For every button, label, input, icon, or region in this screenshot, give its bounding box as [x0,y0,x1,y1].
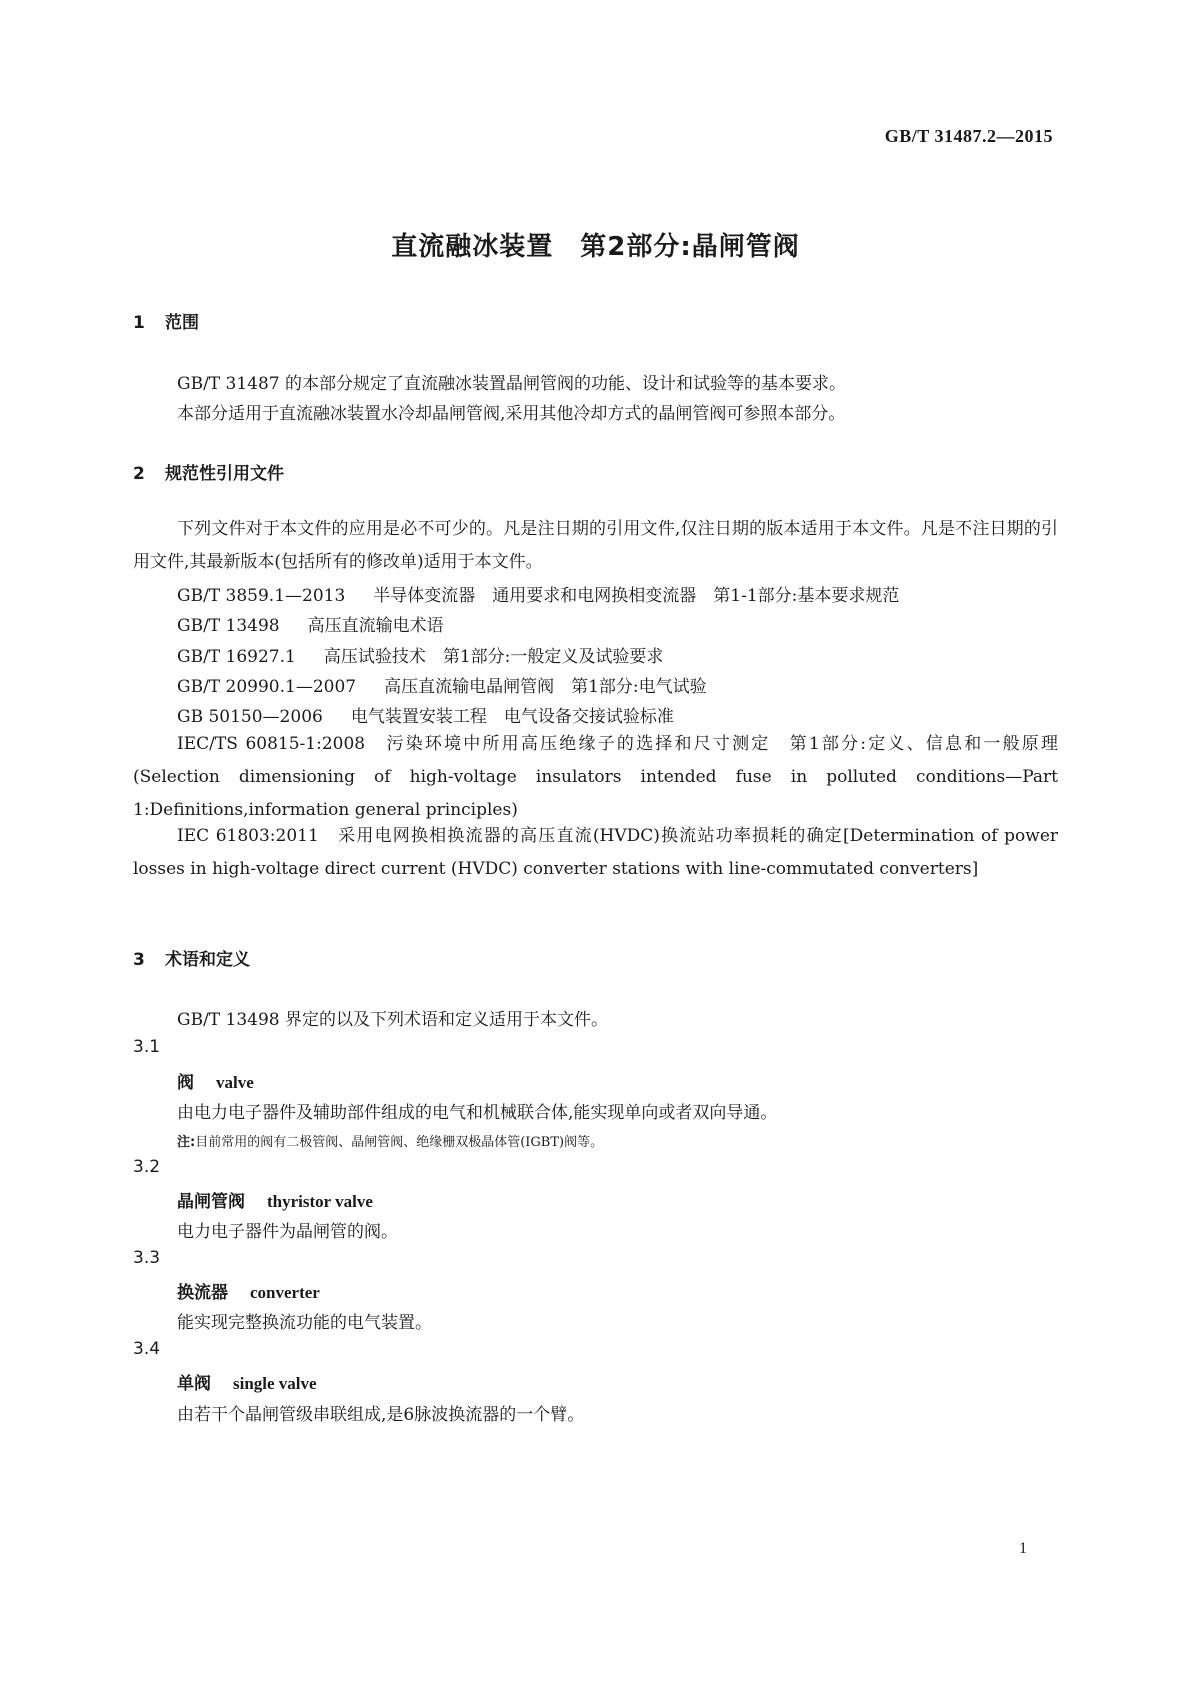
term-note [177,1131,603,1150]
reference-iec-60815: IEC/TS 60815-1:2008 污染环境中所用高压绝缘子的选择和尺寸测定 第1部分:定义、信息和一般原理(Selection dimensioning of high-voltage insulators intended fuse in polluted conditions—Part 1:Definitions,information general principles) [133,734,1058,820]
standard-number: GB/T 31487.2—2015 [884,126,1053,146]
term-definition: 能实现完整换流功能的电气装置。 [177,1313,432,1333]
reference-code: GB 50150—2006 [177,707,323,727]
reference-title: 高压试验技术 第1部分:一般定义及试验要求 [323,647,664,667]
reference-code: GB/T 3859.1—2013 [177,586,346,606]
section-title: 范围 [165,313,199,333]
section-number: 2 [133,464,145,484]
term-definition: 电力电子器件为晶闸管的阀。 [177,1222,398,1242]
section-number: 3 [133,950,145,970]
reference-item [177,611,444,636]
term-number: 3.3 [133,1248,161,1268]
reference-code: GB/T 16927.1 [177,647,296,667]
reference-title: 半导体变流器 通用要求和电网换相变流器 第1-1部分:基本要求规范 [373,586,900,606]
terms-intro: GB/T 13498 界定的以及下列术语和定义适用于本文件。 [177,1010,609,1030]
section-title: 术语和定义 [165,950,250,970]
reference-item [177,581,899,606]
reference-iec-61803: IEC 61803:2011 采用电网换相换流器的高压直流(HVDC)换流站功率损耗的确定[Determination of power losses in high-voltage direct current (HVDC) converter stations with line-commutated converters] [133,826,1058,879]
term-en: single valve [233,1374,317,1393]
term-en: valve [216,1073,254,1092]
term-heading [177,1068,254,1093]
section-1-heading [133,308,199,333]
reference-code: GB/T 20990.1—2007 [177,677,357,697]
term-number: 3.4 [133,1339,161,1359]
reference-title: 高压直流输电术语 [307,616,444,636]
term-cn: 换流器 [177,1283,228,1303]
document-title: 直流融冰装置 第2部分:晶闸管阀 [391,232,800,262]
term-heading [177,1187,373,1212]
section-2-heading [133,459,284,484]
reference-title: 高压直流输电晶闸管阀 第1部分:电气试验 [384,677,707,697]
section-3-heading [133,945,250,970]
page-number: 1 [1019,1540,1027,1557]
term-heading [177,1369,317,1394]
note-label: 注: [177,1135,196,1150]
note-text: 目前常用的阀有二极管阀、晶闸管阀、绝缘栅双极晶体管(IGBT)阀等。 [195,1135,604,1150]
term-cn: 单阀 [177,1374,211,1394]
term-en: thyristor valve [267,1192,373,1211]
term-number: 3.1 [133,1037,161,1057]
scope-paragraph-1: GB/T 31487 的本部分规定了直流融冰装置晶闸管阀的功能、设计和试验等的基本要求。 [177,374,847,394]
scope-paragraph-2: 本部分适用于直流融冰装置水冷却晶闸管阀,采用其他冷却方式的晶闸管阀可参照本部分。 [177,404,846,424]
normative-intro: 下列文件对于本文件的应用是必不可少的。凡是注日期的引用文件,仅注日期的版本适用于本文件。凡是不注日期的引用文件,其最新版本(包括所有的修改单)适用于本文件。 [133,519,1058,572]
term-number: 3.2 [133,1157,161,1177]
section-title: 规范性引用文件 [165,464,284,484]
term-definition: 由电力电子器件及辅助部件组成的电气和机械联合体,能实现单向或者双向导通。 [177,1103,778,1123]
reference-item [177,672,707,697]
term-en: converter [250,1283,320,1302]
term-cn: 阀 [177,1073,194,1093]
reference-item [177,642,663,667]
reference-code: GB/T 13498 [177,616,280,636]
reference-item [177,702,674,727]
term-definition: 由若干个晶闸管级串联组成,是6脉波换流器的一个臂。 [177,1405,585,1425]
section-number: 1 [133,313,145,333]
reference-title: 电气装置安装工程 电气设备交接试验标准 [350,707,674,727]
term-heading [177,1278,320,1303]
term-cn: 晶闸管阀 [177,1192,245,1212]
